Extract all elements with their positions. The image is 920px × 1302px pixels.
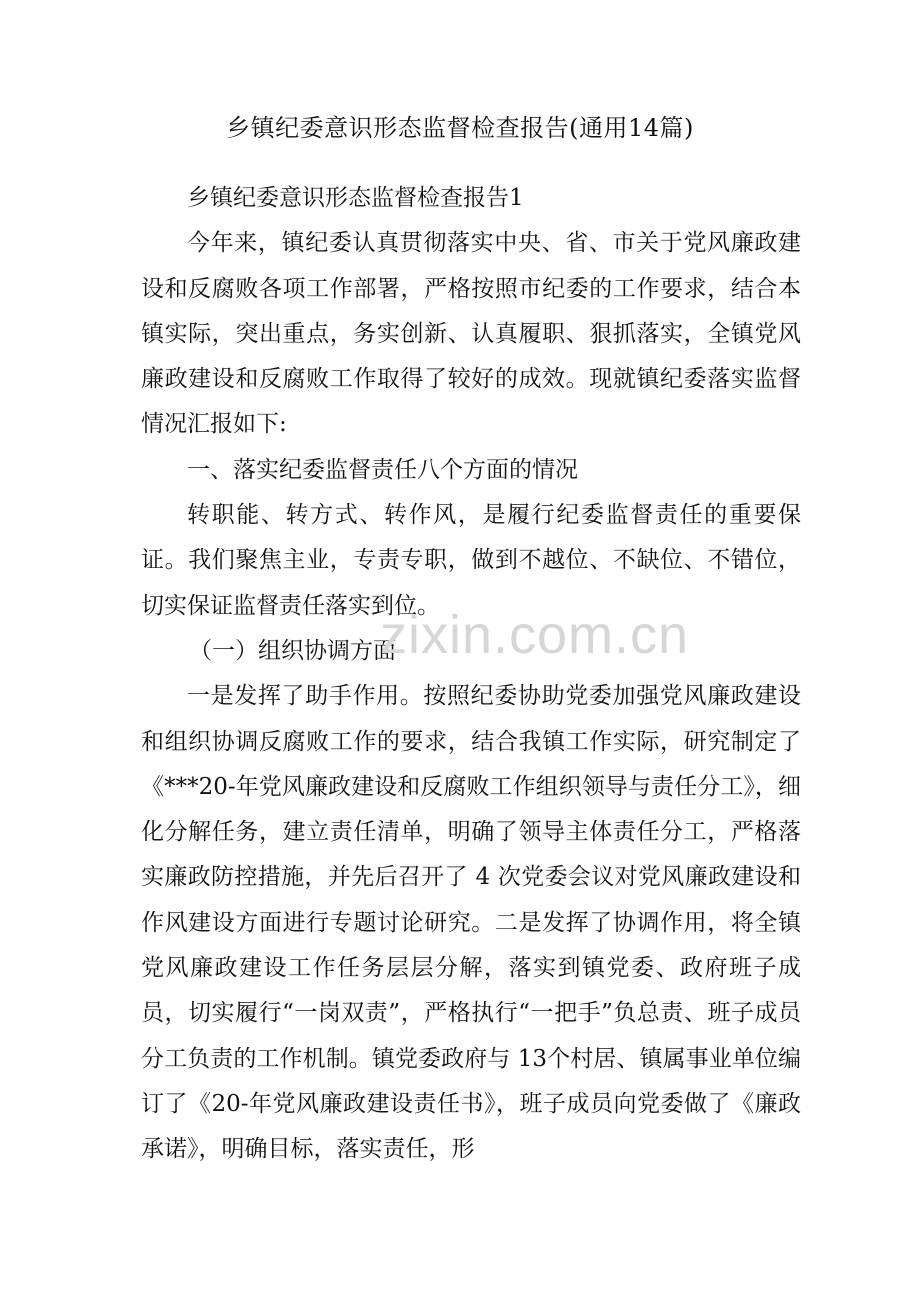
paragraph-intro: 今年来，镇纪委认真贯彻落实中央、省、市关于党风廉政建设和反腐败各项工作部署，严格按照市纪委的工作要求，结合本镇实际，突出重点，务实创新、认真履职、狠抓落实，全镇党风廉政建设和反腐败工作取得了较好的成效。现就镇纪委落实监督情况汇报如下: (141, 230, 801, 438)
document-body (141, 176, 801, 1173)
heading-level-1: 一、落实纪委监督责任八个方面的情况 (187, 456, 578, 483)
paragraph-coordination: 一是发挥了助手作用。按照纪委协助党委加强党风廉政建设和组织协调反腐败工作的要求，结合我镇工作实际，研究制定了《***20-年党风廉政建设和反腐败工作组织领导与责任分工》，细化分解任务，建立责任清单，明确了领导主体责任分工，严格落实廉政防控措施，并先后召开了 4 次党委会议对党风廉政建设和作风建设方面进行专题讨论研究。二是发挥了协调作用，将全镇党风廉政建设工作任务层层分解，落实到镇党委、政府班子成员，切实履行“一岗双责”，严格执行“一把手”负总责、班子成员分工负责的工作机制。镇党委政府与 13个村居、镇属事业单位编订了《20-年党风廉政建设责任书》，班子成员向党委做了《廉政承诺》，明确目标，落实责任，形 (141, 683, 801, 1163)
section-heading: 乡镇纪委意识形态监督检查报告1 (187, 185, 524, 211)
heading-level-2: （一）组织协调方面 (189, 637, 396, 664)
paragraph-responsibility: 转职能、转方式、转作风，是履行纪委监督责任的重要保证。我们聚焦主业，专责专职，做到不越位、不缺位、不错位，切实保证监督责任落实到位。 (141, 502, 801, 619)
watermark: zixin.com.cn (380, 605, 690, 665)
document-title: 乡镇纪委意识形态监督检查报告(通用14篇) (226, 114, 694, 142)
